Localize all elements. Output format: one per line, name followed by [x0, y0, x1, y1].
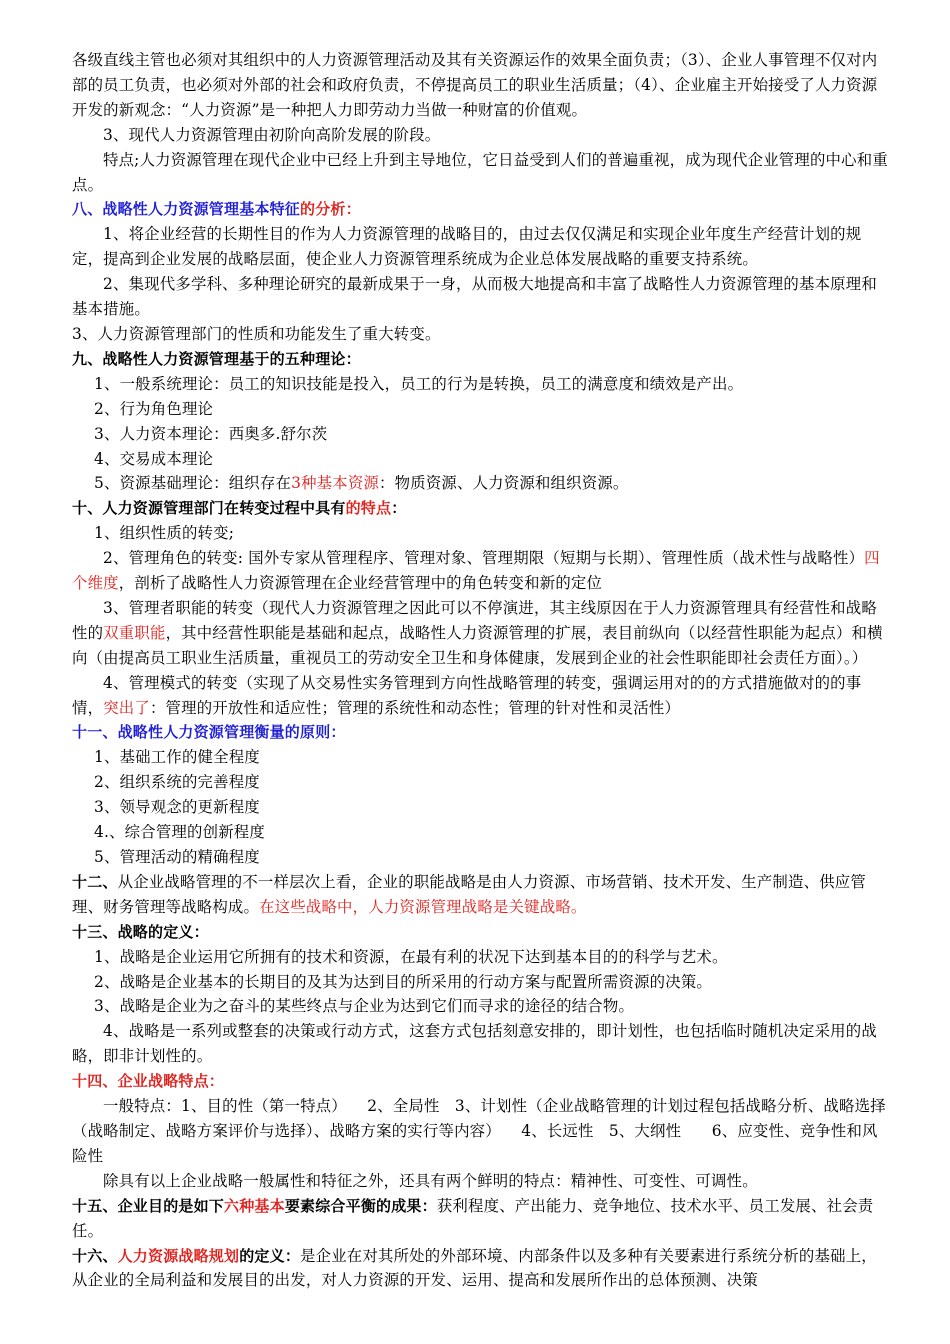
section-8-heading-blue: 八、战略性人力资源管理基本特征: [72, 200, 301, 219]
section-15: [72, 1194, 890, 1244]
section-16: [72, 1244, 890, 1294]
section-9-item-5-c: ：物质资源、人力资源和组织资源。: [379, 474, 629, 493]
section-9-heading: 九、战略性人力资源管理基于的五种理论：: [72, 349, 361, 368]
section-10-heading-c: ：: [391, 499, 407, 518]
section-16-heading-highlight: 人力资源战略规划: [117, 1246, 240, 1265]
section-13-item-1: 1、战略是企业运用它所拥有的技术和资源，在最有利的状况下达到基本目的的科学与艺术。: [94, 947, 728, 966]
section-10-item-3-c: ，其中经营性职能是基础和起点，战略性人力资源管理的扩展，表目前纵向（以经营性职能为起点）和横向（由提高员工职业生活质量，重视员工的劳动安全卫生和身体健康，发展到企业的社会性职能即社会责任方面）。）: [72, 623, 883, 667]
section-10-item-4-highlight: 突出了: [103, 698, 150, 717]
section-10-item-4: [72, 671, 890, 721]
section-11-item-2: 2、组织系统的完善程度: [94, 773, 260, 792]
section-10-item-2-a: 2、管理角色的转变: 国外专家从管理程序、管理对象、管理期限（短期与长期）、管理性质（战术性与战略性）: [103, 549, 865, 568]
section-12-text: 从企业战略管理的不一样层次上看，企业的职能战略是由人力资源、市场营销、技术开发、生产制造、供应管理、财务管理等战略构成。: [72, 872, 866, 916]
section-10-item-3-highlight: 双重职能: [103, 623, 166, 642]
section-9-item-4: 4、交易成本理论: [94, 449, 214, 468]
section-16-heading-a: 十六、: [72, 1246, 118, 1265]
section-15-heading-c: 要素综合平衡的成果：: [284, 1196, 437, 1215]
section-12-heading: 十二、: [72, 872, 118, 891]
section-9-item-5-highlight: 3种基本资源: [291, 474, 380, 493]
section-10-heading-a: 十、人力资源管理部门在转变过程中具有: [72, 499, 346, 518]
section-10-item-2-c: ，剖析了战略性人力资源管理在企业经营管理中的角色转变和新的定位: [118, 574, 603, 593]
section-9-item-2: 2、行为角色理论: [94, 399, 214, 418]
section-9-item-3: 3、人力资本理论：西奥多.舒尔茨: [94, 424, 328, 443]
section-10-item-1: 1、组织性质的转变;: [94, 524, 235, 543]
section-13-item-3: 3、战略是企业为之奋斗的某些终点与企业为达到它们而寻求的途径的结合物。: [94, 997, 635, 1016]
intro-feature: 特点;人力资源管理在现代企业中已经上升到主导地位，它日益受到人们的普遍重视，成为现代企业管理的中心和重点。: [72, 150, 888, 194]
section-13-item-4: 4、战略是一系列或整套的决策或行动方式，这套方式包括刻意安排的，即计划性，也包括临时随机决定采用的战略，即非计划性的。: [72, 1022, 877, 1066]
section-13-item-2: 2、战略是企业基本的长期目的及其为达到目的所采用的行动方案与配置所需资源的决策。: [94, 972, 713, 991]
section-14-heading: 十四、企业战略特点：: [72, 1072, 225, 1091]
section-11-item-5: 5、管理活动的精确程度: [94, 848, 260, 866]
section-11-item-3: 3、领导观念的更新程度: [94, 798, 260, 817]
section-9-item-1: 1、一般系统理论：员工的知识技能是投入，员工的行为是转换，员工的满意度和绩效是产出。: [94, 374, 744, 393]
section-15-heading-a: 十五、企业目的是如下: [72, 1196, 225, 1215]
section-11-item-1: 1、基础工作的健全程度: [94, 748, 260, 767]
section-9-item-5: [72, 471, 890, 496]
section-9-item-5-a: 5、资源基础理论：组织存在: [94, 474, 292, 493]
section-10-item-4-c: ：管理的开放性和适应性；管理的系统性和动态性；管理的针对性和灵活性）: [149, 698, 681, 717]
section-12: [72, 870, 890, 920]
document-page: [72, 48, 890, 1293]
section-8-item-1: 1、将企业经营的长期性目的作为人力资源管理的战略目的，由过去仅仅满足和实现企业年度生产经营计划的规定，提高到企业发展的战略层面，使企业人力资源管理系统成为企业总体发展战略的重要支持系统。: [72, 225, 862, 269]
section-10-item-3-a: 3、管理者职能的转变（现代人力资源管理之因此可以不停演进，其主线原因在于人力资源管理具有经营性和战略性的: [72, 598, 877, 642]
section-10-item-2: [72, 546, 890, 596]
intro-paragraph: 各级直线主管也必须对其组织中的人力资源管理活动及其有关资源运作的效果全面负责；（3）、企业人事管理不仅对内部的员工负责，也必须对外部的社会和政府负责，不停提高员工的职业生活质量；（4）、企业雇主开始接受了人力资源开发的新观念：“人力资源”是一种把人力即劳动力当做一种财富的价值观。: [72, 51, 878, 119]
section-14-special-features: 除具有以上企业战略一般属性和特征之外，还具有两个鲜明的特点：精神性、可变性、可调性。: [103, 1171, 758, 1190]
section-15-heading-highlight: 六种基本: [224, 1196, 285, 1215]
section-14-general-features: 一般特点：1、目的性（第一特点） 2、全局性 3、计划性（企业战略管理的计划过程包括战略分析、战略选择（战略制定、战略方案评价与选择）、战略方案的实行等内容） 4、长远性 5、大纲性 6、应变性、竞争性和风险性: [72, 1097, 886, 1165]
section-13-heading: 十三、战略的定义：: [72, 922, 209, 941]
section-8-item-3: 3、人力资源管理部门的性质和功能发生了重大转变。: [72, 324, 441, 343]
section-8-heading-red: 的分析：: [300, 200, 361, 219]
section-11-item-4: 4.、综合管理的创新程度: [94, 823, 265, 842]
section-10-heading: [72, 496, 890, 521]
section-10-item-3: [72, 596, 890, 671]
section-12-highlight: 在这些战略中，人力资源管理战略是关键战略。: [259, 897, 587, 916]
section-8-heading: [72, 197, 890, 222]
section-10-heading-highlight: 的特点: [345, 499, 392, 518]
section-16-text: 是企业在对其所处的外部环境、内部条件以及多种有关要素进行系统分析的基础上，从企业的全局利益和发展目的出发，对人力资源的开发、运用、提高和发展所作出的总体预测、决策: [72, 1246, 877, 1290]
section-8-item-2: 2、集现代多学科、多种理论研究的最新成果于一身，从而极大地提高和丰富了战略性人力资源管理的基本原理和基本措施。: [72, 275, 877, 319]
section-10-item-2-highlight: 四个维度: [72, 549, 880, 593]
section-16-heading-c: 的定义：: [239, 1246, 301, 1265]
intro-stage-3: 3、现代人力资源管理由初阶向高阶发展的阶段。: [103, 125, 441, 144]
section-10-item-4-a: 4、管理模式的转变（实现了从交易性实务管理到方向性战略管理的转变，强调运用对的的方式措施做对的的事情，: [72, 673, 862, 717]
section-11-heading: 十一、战略性人力资源管理衡量的原则：: [72, 723, 346, 742]
section-15-text: 获利程度、产出能力、竞争地位、技术水平、员工发展、社会责任。: [72, 1196, 874, 1240]
